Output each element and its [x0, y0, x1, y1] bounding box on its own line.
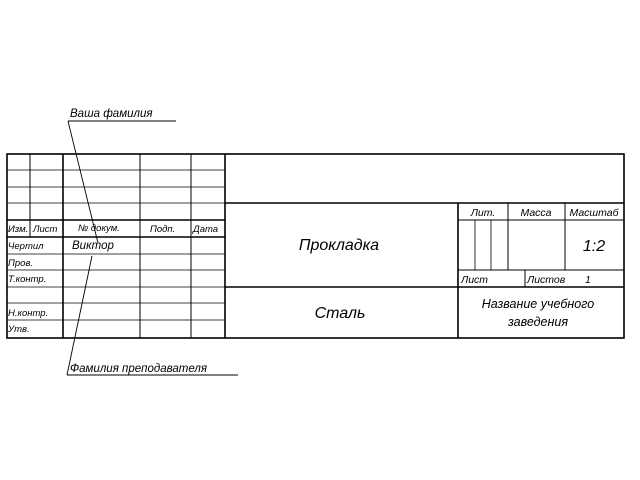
- callout-teacher-surname: Фамилия преподавателя: [70, 363, 208, 375]
- sheets-count: 1: [585, 274, 591, 286]
- header-izm: Изм.: [8, 224, 29, 235]
- sheets-label: Листов: [527, 274, 566, 286]
- header-scale: Масштаб: [569, 207, 619, 219]
- callout-your-surname: Ваша фамилия: [70, 108, 153, 120]
- institution-line-1: Название учебного: [481, 297, 595, 311]
- role-nkontr: Н.контр.: [8, 308, 49, 319]
- role-utv: Утв.: [8, 324, 30, 335]
- institution-line-2: заведения: [507, 315, 569, 329]
- header-list: Лист: [33, 224, 58, 235]
- header-lit: Лит.: [470, 207, 496, 219]
- header-doc-number: № докум.: [78, 223, 120, 234]
- role-prov: Пров.: [8, 258, 34, 269]
- header-date: Дата: [193, 224, 219, 235]
- sheet-label: Лист: [461, 274, 489, 286]
- part-name: Прокладка: [298, 237, 380, 254]
- material: Сталь: [314, 305, 366, 322]
- role-chertil: Чертил: [8, 241, 44, 252]
- scale-value: 1:2: [582, 238, 606, 255]
- header-signature: Подп.: [150, 224, 176, 235]
- header-mass: Масса: [520, 207, 552, 219]
- role-tkontr: Т.контр.: [8, 274, 47, 285]
- author-name: Виктор: [72, 240, 114, 252]
